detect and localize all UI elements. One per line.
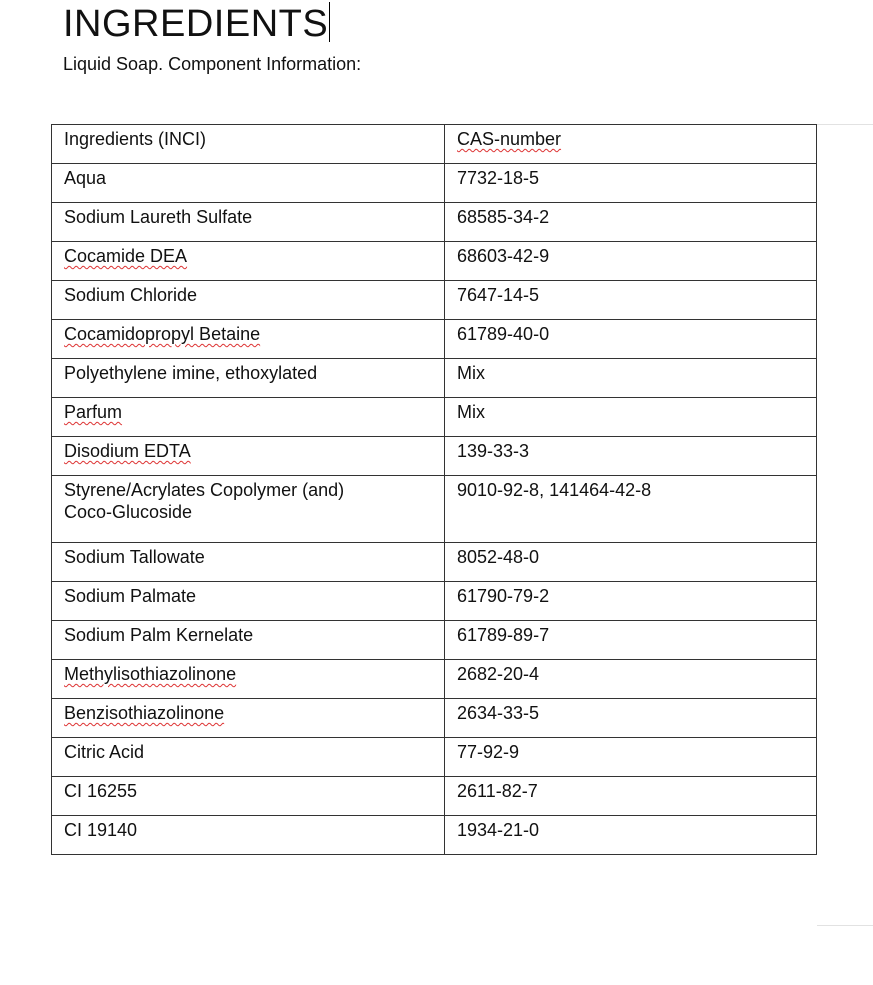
cas-cell[interactable] <box>445 777 817 816</box>
ingredient-name: Disodium EDTA <box>64 441 191 461</box>
table-row <box>52 738 817 777</box>
cas-number: 2682-20-4 <box>457 664 540 684</box>
ingredient-name: CI 19140 <box>64 820 138 840</box>
page-edge-line <box>817 925 873 926</box>
cas-cell[interactable] <box>445 437 817 476</box>
cas-cell[interactable] <box>445 738 817 777</box>
cas-number: 2634-33-5 <box>457 703 540 723</box>
ingredient-name-line-1: Styrene/Acrylates Copolymer (and) <box>64 480 345 500</box>
ingredient-name: Citric Acid <box>64 742 145 762</box>
ingredient-cell[interactable] <box>52 281 445 320</box>
cas-cell[interactable] <box>445 816 817 855</box>
ingredient-name: Parfum <box>64 402 123 422</box>
ingredient-cell[interactable] <box>52 777 445 816</box>
ingredient-cell[interactable] <box>52 164 445 203</box>
ingredients-table <box>51 124 817 855</box>
cas-cell[interactable] <box>445 164 817 203</box>
table-row <box>52 359 817 398</box>
cas-number: 9010-92-8, 141464-42-8 <box>457 480 652 500</box>
cas-number: 68603-42-9 <box>457 246 550 266</box>
ingredient-name: Cocamide DEA <box>64 246 188 266</box>
ingredient-cell[interactable] <box>52 203 445 242</box>
table-row <box>52 320 817 359</box>
cas-cell[interactable] <box>445 398 817 437</box>
cas-cell[interactable] <box>445 320 817 359</box>
ingredient-cell[interactable] <box>52 699 445 738</box>
ingredient-name-line-2: Coco-Glucoside <box>64 502 193 522</box>
ingredient-cell[interactable] <box>52 816 445 855</box>
cas-number: 2611-82-7 <box>457 781 538 801</box>
ingredient-cell[interactable] <box>52 242 445 281</box>
text-cursor <box>329 2 330 42</box>
ingredient-name: Aqua <box>64 168 107 188</box>
cas-cell[interactable] <box>445 281 817 320</box>
table-header-cell[interactable] <box>52 125 445 164</box>
ingredient-cell[interactable] <box>52 543 445 582</box>
ingredient-name: Sodium Tallowate <box>64 547 205 567</box>
cas-number: 68585-34-2 <box>457 207 550 227</box>
ingredient-cell[interactable] <box>52 476 445 543</box>
cas-number: Mix <box>457 363 485 383</box>
ingredient-name: CI 16255 <box>64 781 138 801</box>
document-title-text: INGREDIENTS <box>63 3 329 45</box>
table-row <box>52 281 817 320</box>
table-header-row <box>52 125 817 164</box>
ingredient-cell[interactable] <box>52 320 445 359</box>
cas-number: 139-33-3 <box>457 441 530 461</box>
cas-number: 61789-89-7 <box>457 625 550 645</box>
table-row <box>52 699 817 738</box>
table-header-cell[interactable] <box>445 125 817 164</box>
ingredient-cell[interactable] <box>52 398 445 437</box>
table-row <box>52 543 817 582</box>
table-row <box>52 164 817 203</box>
table-row <box>52 398 817 437</box>
cas-cell[interactable] <box>445 203 817 242</box>
ingredient-name: Sodium Laureth Sulfate <box>64 207 253 227</box>
cas-number: 61790-79-2 <box>457 586 550 606</box>
cas-cell[interactable] <box>445 543 817 582</box>
table-row <box>52 476 817 543</box>
table-row <box>52 582 817 621</box>
table-row <box>52 621 817 660</box>
cas-cell[interactable] <box>445 621 817 660</box>
cas-number: 77-92-9 <box>457 742 520 762</box>
table-row <box>52 437 817 476</box>
cas-cell[interactable] <box>445 476 817 543</box>
ingredient-cell[interactable] <box>52 660 445 699</box>
table-row <box>52 816 817 855</box>
table-row <box>52 660 817 699</box>
ingredient-name: Sodium Palmate <box>64 586 197 606</box>
ingredient-cell[interactable] <box>52 359 445 398</box>
cas-number: 1934-21-0 <box>457 820 540 840</box>
cas-cell[interactable] <box>445 582 817 621</box>
header-cas-number: CAS-number <box>457 129 562 149</box>
table-row <box>52 777 817 816</box>
cas-number: 7647-14-5 <box>457 285 540 305</box>
ingredient-cell[interactable] <box>52 582 445 621</box>
ingredient-name: Sodium Chloride <box>64 285 198 305</box>
cas-cell[interactable] <box>445 660 817 699</box>
cas-cell[interactable] <box>445 359 817 398</box>
cas-number: Mix <box>457 402 485 422</box>
document-title[interactable] <box>63 2 330 46</box>
cas-number: 61789-40-0 <box>457 324 550 344</box>
table-row <box>52 203 817 242</box>
document-subtitle[interactable]: Liquid Soap. Component Information: <box>63 54 362 74</box>
ingredient-name: Methylisothiazolinone <box>64 664 237 684</box>
ingredient-name: Polyethylene imine, ethoxylated <box>64 363 318 383</box>
cas-number: 8052-48-0 <box>457 547 540 567</box>
cas-number: 7732-18-5 <box>457 168 540 188</box>
ingredient-name: Sodium Palm Kernelate <box>64 625 254 645</box>
table-row <box>52 242 817 281</box>
cas-cell[interactable] <box>445 242 817 281</box>
ingredient-cell[interactable] <box>52 437 445 476</box>
ingredient-cell[interactable] <box>52 738 445 777</box>
ingredient-name: Cocamidopropyl Betaine <box>64 324 261 344</box>
header-ingredients: Ingredients (INCI) <box>64 129 207 149</box>
ingredient-name: Benzisothiazolinone <box>64 703 225 723</box>
page-edge-line <box>817 124 873 125</box>
ingredient-cell[interactable] <box>52 621 445 660</box>
cas-cell[interactable] <box>445 699 817 738</box>
